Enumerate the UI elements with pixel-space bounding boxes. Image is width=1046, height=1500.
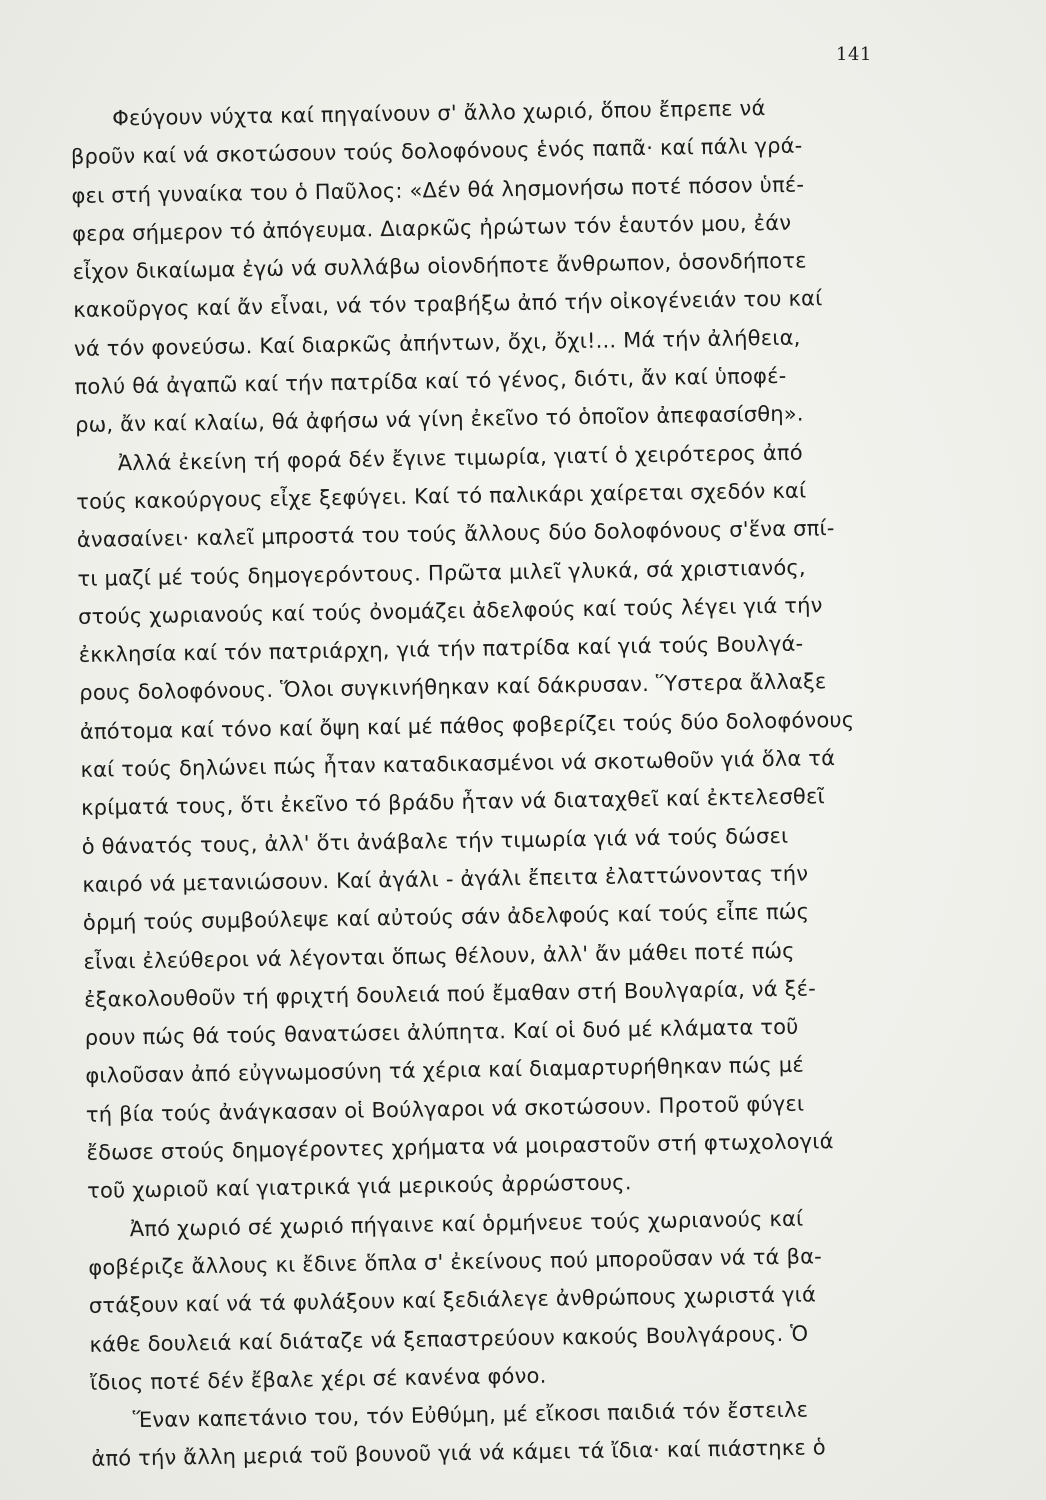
text-line: ἀνασαίνει· καλεῖ μπροστά του τούς ἄλλους δύο δολοφόνους σ'ἕνα σπί- — [76, 516, 835, 553]
text-line: ρους δολοφόνους. Ὅλοι συγκινήθηκαν καί δάκρυσαν. Ὕστερα ἄλλαξε — [79, 669, 827, 706]
text-line: καιρό νά μετανιώσουν. Καί ἀγάλι - ἀγάλι ἔπειτα ἐλαττώνοντας τήν — [82, 861, 809, 897]
text-line: Ἀπό χωριό σέ χωριό πήγαινε καί ὁρμήνευε τούς χωριανούς καί — [129, 1206, 804, 1241]
text-line: φιλοῦσαν ἀπό εὐγνωμοσύνη τά χέρια καί διαμαρτυρήθηκαν πώς μέ — [85, 1053, 805, 1089]
text-line: ὁρμή τούς συμβούλεψε καί αὐτούς σάν ἀδελφούς καί τούς εἶπε πώς — [82, 899, 810, 936]
text-line: στούς χωριανούς καί τούς ὀνομάζει ἀδελφούς καί τούς λέγει γιά τήν — [77, 593, 823, 629]
text-line: Ἀλλά ἐκείνη τή φορά δέν ἔγινε τιμωρία, γιατί ὁ χειρότερος ἀπό — [117, 440, 803, 475]
text-line: καί τούς δηλώνει πώς ἦταν καταδικασμένοι νά σκοτωθοῦν γιά ὅλα τά — [80, 746, 836, 782]
text-line: κακοῦργος καί ἄν εἶναι, νά τόν τραβήξω ἀπό τήν οἰκογένειάν του καί — [73, 286, 823, 323]
text-line: φερα σήμερον τό ἀπόγευμα. Διαρκῶς ἠρώτων τόν ἑαυτόν μου, ἐάν — [71, 210, 792, 246]
text-line: Ἕναν καπετάνιο του, τόν Εὐθύμη, μέ εἴκοσι παιδιά τόν ἔστειλε — [132, 1397, 809, 1433]
text-line: τή βία τούς ἀνάγκασαν οἱ Βούλγαροι νά σκοτώσουν. Προτοῦ φύγει — [85, 1091, 805, 1127]
text-line: φοβέριζε ἄλλους κι ἔδινε ὅπλα σ' ἐκείνους πού μποροῦσαν νά τά βα- — [88, 1244, 823, 1280]
text-line: ρουν πώς θά τούς θανατώσει ἀλύπητα. Καί οἱ δυό μέ κλάματα τοῦ — [84, 1014, 799, 1051]
text-line: φει στή γυναίκα του ὁ Παῦλος: «Δέν θά λησμονήσω ποτέ πόσον ὑπέ- — [71, 172, 805, 208]
text-line: Φεύγουν νύχτα καί πηγαίνουν σ' ἄλλο χωριό, ὅπου ἔπρεπε νά — [112, 96, 766, 131]
text-line: ἀπό τήν ἄλλη μεριά τοῦ βουνοῦ γιά νά κάμει τά ἴδια· καί πιάστηκε ὁ — [91, 1435, 827, 1472]
page-number: 141 — [836, 44, 872, 65]
text-line: ἴδιος ποτέ δέν ἔβαλε χέρι σέ κανένα φόνο. — [89, 1363, 547, 1395]
text-line: κρίματά τους, ὅτι ἐκεῖνο τό βράδυ ἦταν νά διαταχθεῖ καί ἐκτελεσθεῖ — [80, 784, 826, 821]
body-text — [70, 86, 952, 1478]
text-line: ἐξακολουθοῦν τή φριχτή δουλειά πού ἔμαθαν στή Βουλγαρία, νά ξέ- — [83, 976, 817, 1012]
text-line: τούς κακούργους εἶχε ξεφύγει. Καί τό παλικάρι χαίρεται σχεδόν καί — [76, 478, 807, 514]
text-line: ἐκκλησία καί τόν πατριάρχη, γιά τήν πατρίδα καί γιά τούς Βουλγά- — [78, 631, 804, 668]
text-line: ὁ θάνατός τους, ἀλλ' ὅτι ἀνάβαλε τήν τιμωρία γιά νά τούς δώσει — [81, 823, 789, 859]
text-line: τι μαζί μέ τούς δημογερόντους. Πρῶτα μιλεῖ γλυκά, σά χριστιανός, — [77, 555, 807, 591]
text-line: ἔδωσε στούς δημογέροντες χρήματα νά μοιραστοῦν στή φτωχολογιά — [86, 1129, 834, 1165]
text-line: πολύ θά ἀγαπῶ καί τήν πατρίδα καί τό γένος, διότι, ἄν καί ὑποφέ- — [74, 363, 787, 400]
text-line: ἀπότομα καί τόνο καί ὄψη καί μέ πάθος φοβερίζει τούς δύο δολοφόνους — [79, 707, 855, 744]
text-line: τοῦ χωριοῦ καί γιατρικά γιά μερικούς ἀρρώστους. — [86, 1170, 632, 1204]
text-line: βροῦν καί νά σκοτώσουν τούς δολοφόνους ἑνός παπᾶ· καί πάλι γρά- — [70, 133, 803, 170]
text-line: εἶναι ἐλεύθεροι νά λέγονται ὅπως θέλουν, ἀλλ' ἄν μάθει ποτέ πώς — [83, 938, 795, 974]
text-line: νά τόν φονεύσω. Καί διαρκῶς ἀπήντων, ὄχι, ὄχι!... Μά τήν ἀλήθεια, — [73, 325, 801, 361]
text-line: στάξουν καί νά τά φυλάξουν καί ξεδιάλεγε ἀνθρώπους χωριστά γιά — [88, 1282, 817, 1319]
text-line: εἶχον δικαίωμα ἐγώ νά συλλάβω οἱονδήποτε ἄνθρωπον, ὁσονδήποτε — [72, 248, 807, 285]
text-line: ρω, ἄν καί κλαίω, θά ἀφήσω νά γίνη ἐκεῖνο τό ὁποῖον ἀπεφασίσθη». — [74, 401, 804, 438]
text-line: κάθε δουλειά καί διάταζε νά ξεπαστρεύουν κακούς Βουλγάρους. Ὁ — [89, 1321, 809, 1357]
